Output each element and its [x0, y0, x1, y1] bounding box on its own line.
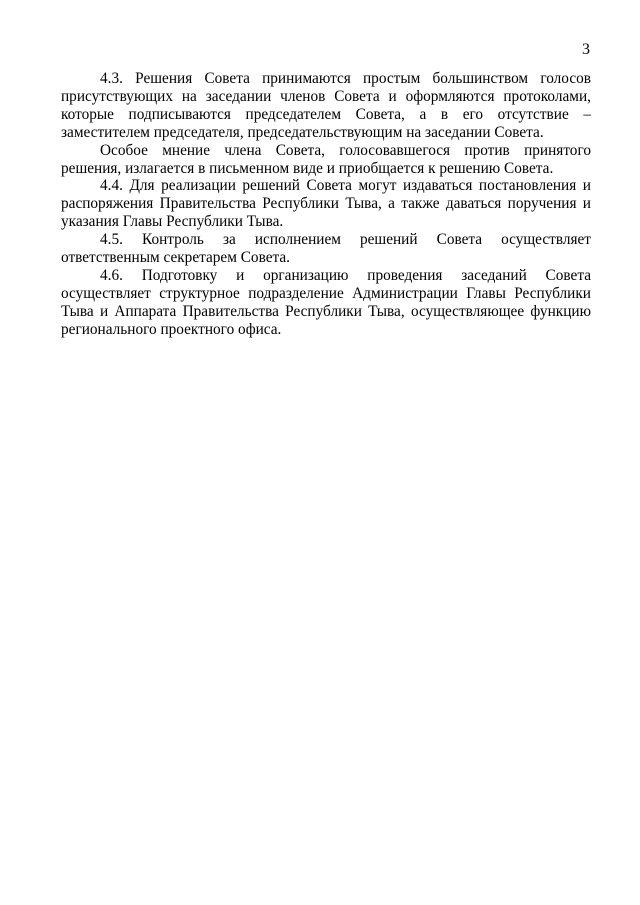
page-number: 3 — [582, 41, 590, 58]
paragraph-4-3: 4.3. Решения Совета принимаются простым большинством голосов присутствующих на заседании членов Совета и оформляются протоколами, которые подписываются председателем Совета, а в его отсутствие – заместителем председателя, председательствующим на заседании Совета. — [61, 70, 591, 141]
paragraph-4-5: 4.5. Контроль за исполнением решений Совета осуществляет ответственным секретарем Совета. — [61, 231, 591, 267]
paragraph-4-4: 4.4. Для реализации решений Совета могут издаваться постановления и распоряжения Правительства Республики Тыва, а также даваться поручения и указания Главы Республики Тыва. — [61, 177, 591, 231]
paragraph-dissenting-opinion: Особое мнение члена Совета, голосовавшегося против принятого решения, излагается в письменном виде и приобщается к решению Совета. — [61, 141, 591, 177]
paragraph-4-6: 4.6. Подготовку и организацию проведения заседаний Совета осуществляет структурное подразделение Администрации Главы Республики Тыва и Аппарата Правительства Республики Тыва, осуществляющее функцию регионального проектного офиса. — [61, 266, 591, 338]
document-body — [61, 70, 591, 339]
